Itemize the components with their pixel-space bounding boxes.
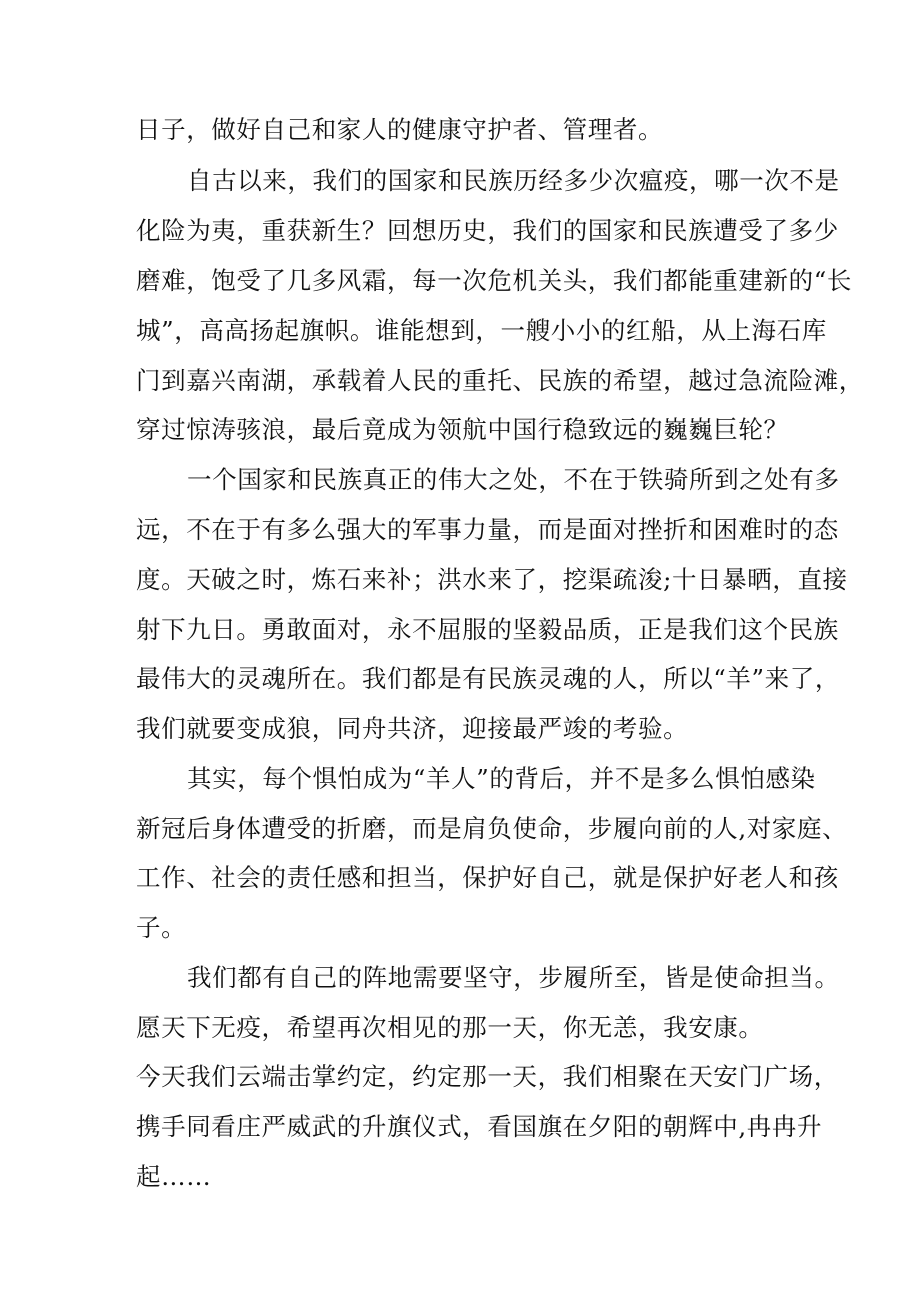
text-line-13: 我们就要变成狼，同舟共济，迎接最严竣的考验。 <box>136 714 689 743</box>
text-line-16: 工作、社会的责任感和担当，保护好自己，就是保护好老人和孩 <box>136 863 839 892</box>
text-line-9: 远，不在于有多么强大的军事力量，而是面对挫折和困难时的态 <box>136 515 839 544</box>
text-line-7: 穿过惊涛骇浪，最后竟成为领航中国行稳致远的巍巍巨轮？ <box>136 415 789 444</box>
text-line-19: 愿天下无疫，希望再次相见的那一天，你无恙，我安康。 <box>136 1013 764 1042</box>
text-line-17: 子。 <box>136 913 187 942</box>
text-line-5: 城”，高高扬起旗帜。谁能想到，一艘小小的红船，从上海石库 <box>136 316 827 345</box>
text-line-4: 磨难，饱受了几多风霜，每一次危机关头，我们都能重建新的“长 <box>136 266 852 295</box>
text-line-22: 起…… <box>136 1162 212 1191</box>
text-line-11: 射下九日。勇敢面对，永不屈服的坚毅品质，正是我们这个民族 <box>136 615 839 644</box>
text-line-1: 日子，做好自己和家人的健康守护者、管理者。 <box>136 115 664 144</box>
text-line-6: 门到嘉兴南湖，承载着人民的重托、民族的希望，越过急流险滩， <box>136 366 864 395</box>
text-line-12: 最伟大的灵魂所在。我们都是有民族灵魂的人，所以“羊”来了， <box>136 664 840 693</box>
text-line-18: 我们都有自己的阵地需要坚守，步履所至，皆是使命担当。 <box>187 963 840 992</box>
text-line-3: 化险为夷，重获新生？回想历史，我们的国家和民族遭受了多少 <box>136 216 839 245</box>
text-line-14: 其实，每个惧怕成为“羊人”的背后，并不是多么惧怕感染 <box>187 764 816 793</box>
text-line-21: 携手同看庄严威武的升旗仪式，看国旗在夕阳的朝辉中,冉冉升 <box>136 1112 823 1141</box>
text-line-10: 度。天破之时，炼石来补；洪水来了，挖渠疏浚;十日暴晒，直接 <box>136 565 848 594</box>
text-line-8: 一个国家和民族真正的伟大之处，不在于铁骑所到之处有多 <box>187 465 840 494</box>
text-line-15: 新冠后身体遭受的折磨，而是肩负使命，步履向前的人,对家庭、 <box>136 814 848 843</box>
text-line-2: 自古以来，我们的国家和民族历经多少次瘟疫，哪一次不是 <box>187 166 840 195</box>
text-line-20: 今天我们云端击掌约定，约定那一天，我们相聚在天安门广场， <box>136 1062 839 1091</box>
